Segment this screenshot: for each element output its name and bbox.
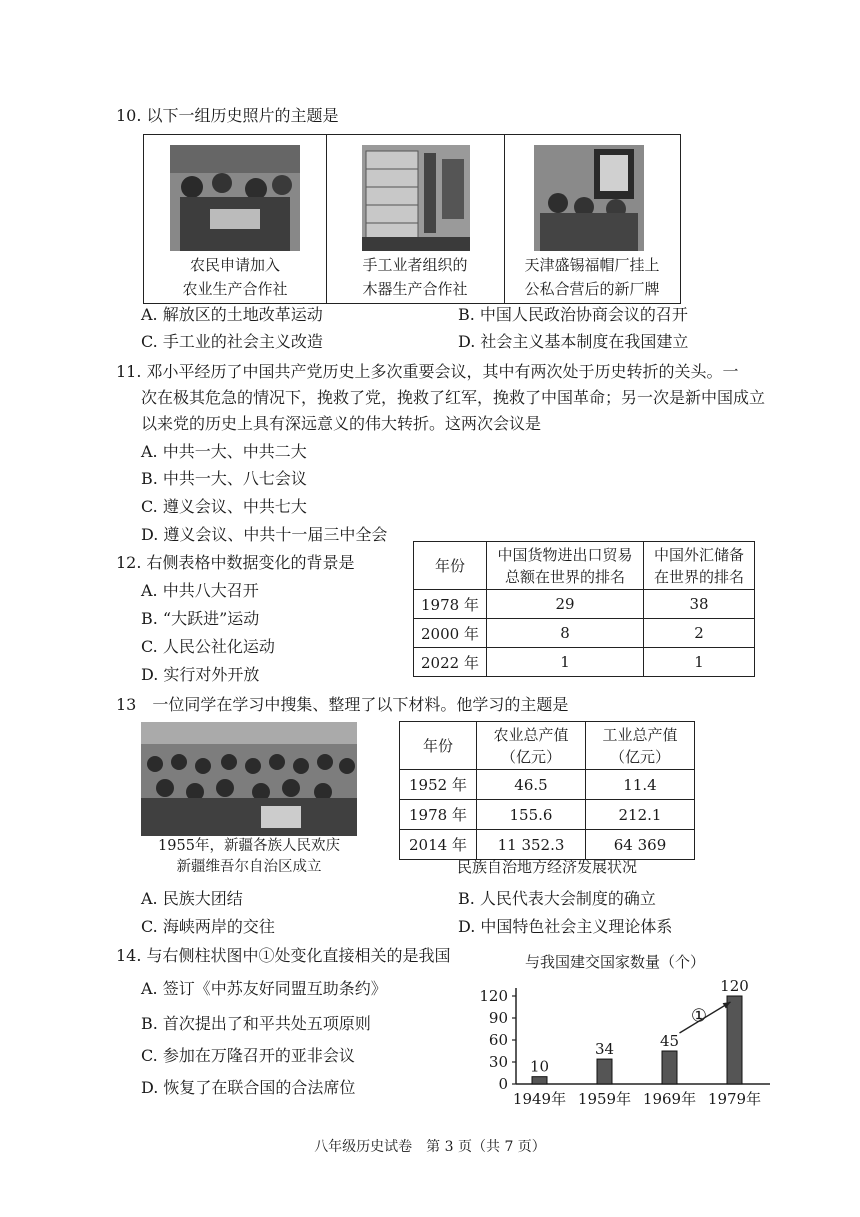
q13-option-c[interactable]: C. 海峡两岸的交往 (141, 917, 275, 936)
q12-cell-year: 1978 年 (414, 590, 487, 619)
q10-photo-3-image (534, 145, 644, 251)
bar (532, 1077, 547, 1084)
bar (727, 996, 742, 1084)
q13-cell-year: 1952 年 (400, 770, 477, 800)
y-tick-label: 120 (479, 987, 508, 1005)
q13-photo-image (141, 722, 357, 836)
q12-cell-trade: 1 (487, 648, 644, 677)
page-footer: 八年级历史试卷 第 3 页（共 7 页） (314, 1139, 546, 1155)
y-tick-label: 60 (488, 1031, 508, 1049)
q11-stem-line2: 次在极其危急的情况下，挽救了党，挽救了红军，挽救了中国革命；另一次是新中国成立 (141, 388, 766, 407)
bar-value-label: 45 (659, 1032, 680, 1050)
q12-data-table (413, 541, 755, 677)
q13-cell-ind: 64 369 (586, 830, 695, 860)
q11-stem-line1: 11. 邓小平经历了中国共产党历史上多次重要会议，其中有两次处于历史转折的关头。一 (116, 362, 739, 381)
q12-option-d[interactable]: D. 实行对外开放 (141, 665, 260, 684)
bar-value-label: 10 (529, 1057, 550, 1076)
q13-table-header-year: 年份 (400, 722, 477, 770)
x-tick-label: 1969年 (642, 1090, 697, 1108)
q11-option-c[interactable]: C. 遵义会议、中共七大 (141, 497, 307, 516)
x-tick-label: 1979年 (707, 1090, 762, 1108)
q12-cell-reserve: 2 (644, 619, 755, 648)
q11-option-b[interactable]: B. 中共一大、八七会议 (141, 469, 307, 488)
q10-photo-panel-3 (504, 135, 680, 303)
q11-stem-line3: 以来党的历史上具有深远意义的伟大转折。这两次会议是 (141, 414, 542, 433)
q11-option-d[interactable]: D. 遵义会议、中共十一届三中全会 (141, 525, 388, 544)
q12-cell-reserve: 38 (644, 590, 755, 619)
q12-table-header-reserve: 中国外汇储备 在世界的排名 (644, 542, 755, 590)
bar-chart (470, 976, 770, 1116)
q12-table-header-trade: 中国货物进出口贸易 总额在世界的排名 (487, 542, 644, 590)
q13-cell-agri: 46.5 (477, 770, 586, 800)
bar (597, 1059, 612, 1084)
x-tick-label: 1949年 (512, 1090, 567, 1108)
q14-option-b[interactable]: B. 首次提出了和平共处五项原则 (141, 1014, 371, 1033)
x-tick-label: 1959年 (577, 1090, 632, 1108)
y-tick-label: 90 (488, 1009, 508, 1027)
q12-stem: 12. 右侧表格中数据变化的背景是 (116, 553, 355, 572)
q13-table-header-ind: 工业总产值 （亿元） (586, 722, 695, 770)
q12-table-header-year: 年份 (414, 542, 487, 590)
q14-option-d[interactable]: D. 恢复了在联合国的合法席位 (141, 1078, 356, 1097)
table-row (400, 830, 695, 860)
q13-cell-agri: 11 352.3 (477, 830, 586, 860)
annotation-label: ① (690, 1005, 708, 1027)
q14-stem: 14. 与右侧柱状图中①处变化直接相关的是我国 (116, 946, 451, 965)
q12-cell-reserve: 1 (644, 648, 755, 677)
q13-option-b[interactable]: B. 人民代表大会制度的确立 (458, 889, 656, 908)
q13-cell-year: 2014 年 (400, 830, 477, 860)
q14-option-a[interactable]: A. 签订《中苏友好同盟互助条约》 (141, 979, 387, 998)
y-tick-label: 0 (498, 1075, 508, 1093)
q13-data-table (399, 721, 695, 860)
bar-value-label: 34 (594, 1040, 615, 1059)
table-row (414, 619, 755, 648)
q10-photo-panel-2 (326, 135, 505, 303)
q13-cell-year: 1978 年 (400, 800, 477, 830)
q13-option-a[interactable]: A. 民族大团结 (141, 889, 243, 908)
q12-cell-year: 2000 年 (414, 619, 487, 648)
q12-option-c[interactable]: C. 人民公社化运动 (141, 637, 275, 656)
q10-photo-2-caption: 手工业者组织的 木器生产合作社 (362, 256, 468, 298)
q10-photo-strip (143, 134, 681, 304)
q10-stem: 10. 以下一组历史照片的主题是 (116, 106, 339, 125)
table-row (400, 800, 695, 830)
table-row (400, 770, 695, 800)
q10-photo-3-caption: 天津盛锡福帽厂挂上 公私合营后的新厂牌 (524, 256, 660, 298)
q10-photo-2-image (362, 145, 470, 251)
q10-photo-1-image (170, 145, 300, 251)
q10-photo-panel-1 (144, 135, 327, 303)
q10-option-a[interactable]: A. 解放区的土地改革运动 (141, 305, 323, 324)
q10-option-b[interactable]: B. 中国人民政治协商会议的召开 (458, 305, 688, 324)
q10-option-c[interactable]: C. 手工业的社会主义改造 (141, 332, 323, 351)
q13-photo-caption: 1955年，新疆各族人民欢庆 新疆维吾尔自治区成立 (158, 838, 340, 875)
q13-option-d[interactable]: D. 中国特色社会主义理论体系 (458, 917, 673, 936)
q12-option-a[interactable]: A. 中共八大召开 (141, 581, 259, 600)
q12-cell-trade: 8 (487, 619, 644, 648)
q13-table-caption: 民族自治地方经济发展状况 (456, 858, 637, 876)
bar-value-label: 120 (720, 977, 749, 995)
y-tick-label: 30 (488, 1053, 508, 1071)
chart-title: 与我国建交国家数量（个） (524, 953, 705, 971)
q13-stem: 13 一位同学在学习中搜集、整理了以下材料。他学习的主题是 (116, 695, 569, 714)
q12-cell-trade: 29 (487, 590, 644, 619)
q12-cell-year: 2022 年 (414, 648, 487, 677)
q12-option-b[interactable]: B. “大跃进”运动 (141, 609, 260, 628)
q14-option-c[interactable]: C. 参加在万隆召开的亚非会议 (141, 1046, 355, 1065)
q13-cell-ind: 212.1 (586, 800, 695, 830)
table-row (414, 648, 755, 677)
q13-cell-agri: 155.6 (477, 800, 586, 830)
q10-photo-1-caption: 农民申请加入 农业生产合作社 (182, 256, 288, 298)
q13-table-header-agri: 农业总产值 （亿元） (477, 722, 586, 770)
q13-cell-ind: 11.4 (586, 770, 695, 800)
q11-option-a[interactable]: A. 中共一大、中共二大 (141, 442, 307, 461)
bar (662, 1051, 677, 1084)
q10-option-d[interactable]: D. 社会主义基本制度在我国建立 (458, 332, 689, 351)
table-row (414, 590, 755, 619)
